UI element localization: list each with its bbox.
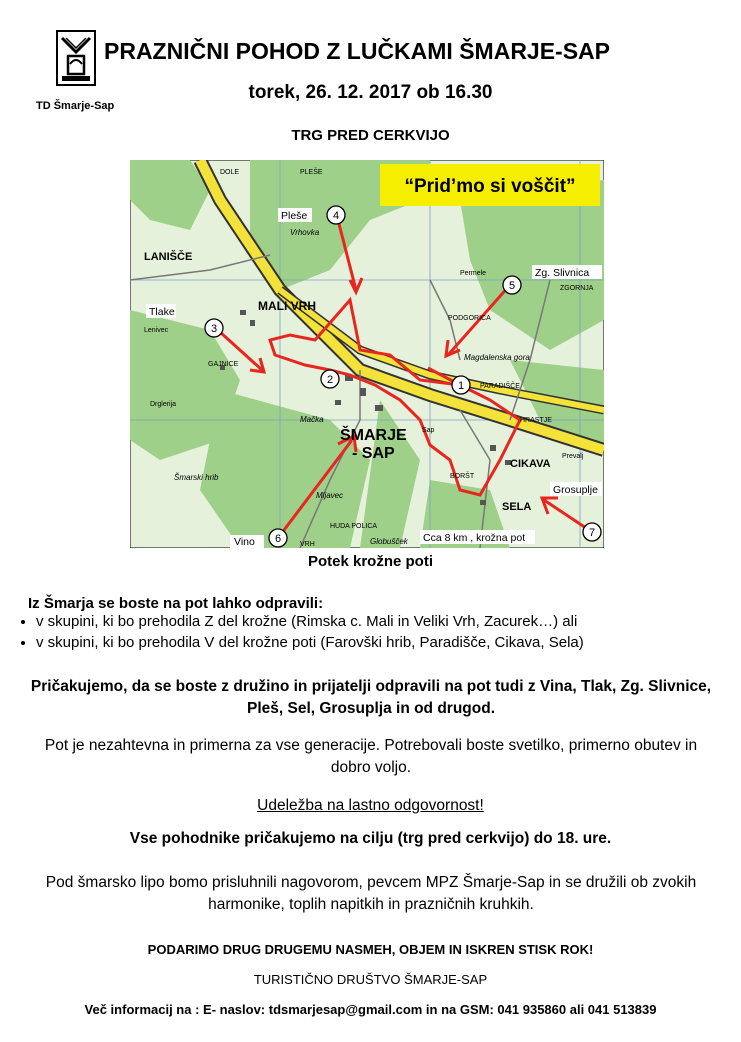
point-4-number: 4 <box>332 210 340 222</box>
program-paragraph: Pod šmarsko lipo bomo prisluhnili nagovorom, pevcem MPZ Šmarje-Sap in se družili ob zvokih harmonike, toplih napitkih in prazničnih kruhkih. <box>45 874 697 913</box>
place-sela: SELA <box>502 501 532 513</box>
place-vrh: VRH <box>300 541 315 548</box>
place-zgornja: ZGORNJA <box>560 285 594 292</box>
place-smarski-hrib: Šmarski hrib <box>174 473 219 482</box>
responsibility-note: Udeležba na lastno odgovornost! <box>257 797 484 814</box>
point-7-label: Grosuplje <box>553 484 598 496</box>
place-dole: DOLE <box>220 169 240 176</box>
event-place: TRG PRED CERKVIJO <box>291 127 450 144</box>
invite-paragraph: Pričakujemo, da se boste z družino in prijatelji odpravili na pot tudi z Vina, Tlak, Zg. Slivnice, Pleš, Sel, Grosuplja in od drugod. <box>30 678 712 717</box>
place-drglerija: Drglerija <box>150 401 177 408</box>
group-list <box>10 611 584 653</box>
place-vrhovka: Vrhovka <box>290 228 320 237</box>
place-macka: Mačka <box>300 415 324 424</box>
event-date: torek, 26. 12. 2017 ob 16.30 <box>248 82 493 103</box>
list-item: • v skupini, ki bo prehodila Z del krožne (Rimska c. Mali in Veliki Vrh, Zacurek…) ali <box>36 611 584 632</box>
point-5-number: 5 <box>508 280 516 292</box>
point-6-number: 6 <box>274 533 282 545</box>
place-smarje: ŠMARJE <box>340 427 407 444</box>
place-borst: BORŠT <box>450 473 475 480</box>
place-sap: - SAP <box>352 445 395 462</box>
point-2-number: 2 <box>326 374 334 386</box>
list-item: • v skupini, ki bo prehodila V del krožne poti (Farovški hrib, Paradišče, Cikava, Sela) <box>36 632 584 653</box>
place-permele: Permele <box>460 270 487 277</box>
logo-caption: TD Šmarje-Sap <box>36 100 115 112</box>
point-4-label: Pleše <box>281 210 308 222</box>
place-lanisce: LANIŠČE <box>144 251 193 263</box>
place-huda-polica: HUDA POLICA <box>330 523 378 530</box>
point-3-number: 3 <box>210 323 218 335</box>
place-mali-vrh: MALI VRH <box>258 299 316 313</box>
point-6-label: Vino <box>234 536 255 548</box>
map-slogan: “Prid’mo si voščit” <box>404 176 576 197</box>
place-sap-small: Sap <box>422 427 435 434</box>
place-podgorica: PODGORICA <box>448 315 491 322</box>
finish-paragraph: Vse pohodnike pričakujemo na cilju (trg pred cerkvijo) do 18. ure. <box>129 830 612 847</box>
place-mljavec: Mljavec <box>316 491 344 500</box>
place-hrastje: HRASTJE <box>520 417 552 424</box>
map-caption: Potek krožne poti <box>307 553 434 570</box>
place-globuscek: Globušček <box>370 537 408 546</box>
point-3-label: Tlake <box>149 306 175 318</box>
society-logo <box>56 30 96 86</box>
organizer-name: TURISTIČNO DRUŠTVO ŠMARJE-SAP <box>253 972 488 987</box>
smile-slogan: PODARIMO DRUG DRUGEMU NASMEH, OBJEM IN ISKREN STISK ROK! <box>147 942 594 957</box>
contact-info: Več informacij na : E- naslov: tdsmarjesap@gmail.com in na GSM: 041 935860 ali 041 513839 <box>84 1002 657 1017</box>
place-cikava: CIKAVA <box>510 458 551 470</box>
intro-text: Iz Šmarja se boste na pot lahko odpravili: <box>28 595 324 612</box>
point-1-number: 1 <box>457 380 465 392</box>
route-paragraph: Pot je nezahtevna in primerna za vse generacije. Potrebovali boste svetilko, primerno obutev in dobro voljo. <box>44 737 698 776</box>
place-prevalj: Prevalj <box>562 453 584 460</box>
page-title: PRAZNIČNI POHOD Z LUČKAMI ŠMARJE-SAP <box>104 38 611 64</box>
place-gajnice: GAJNICE <box>208 361 239 368</box>
place-paradisce: PARADIŠČE <box>480 383 520 390</box>
point-7-number: 7 <box>588 527 596 539</box>
distance-note: Cca 8 km , krožna pot <box>423 532 526 544</box>
place-plese: PLEŠE <box>300 169 323 176</box>
point-5-label: Zg. Slivnica <box>535 267 590 279</box>
place-magdalenska-gora: Magdalenska gora <box>464 353 530 362</box>
place-lenivec: Lenivec <box>144 327 169 334</box>
route-map <box>130 160 604 548</box>
